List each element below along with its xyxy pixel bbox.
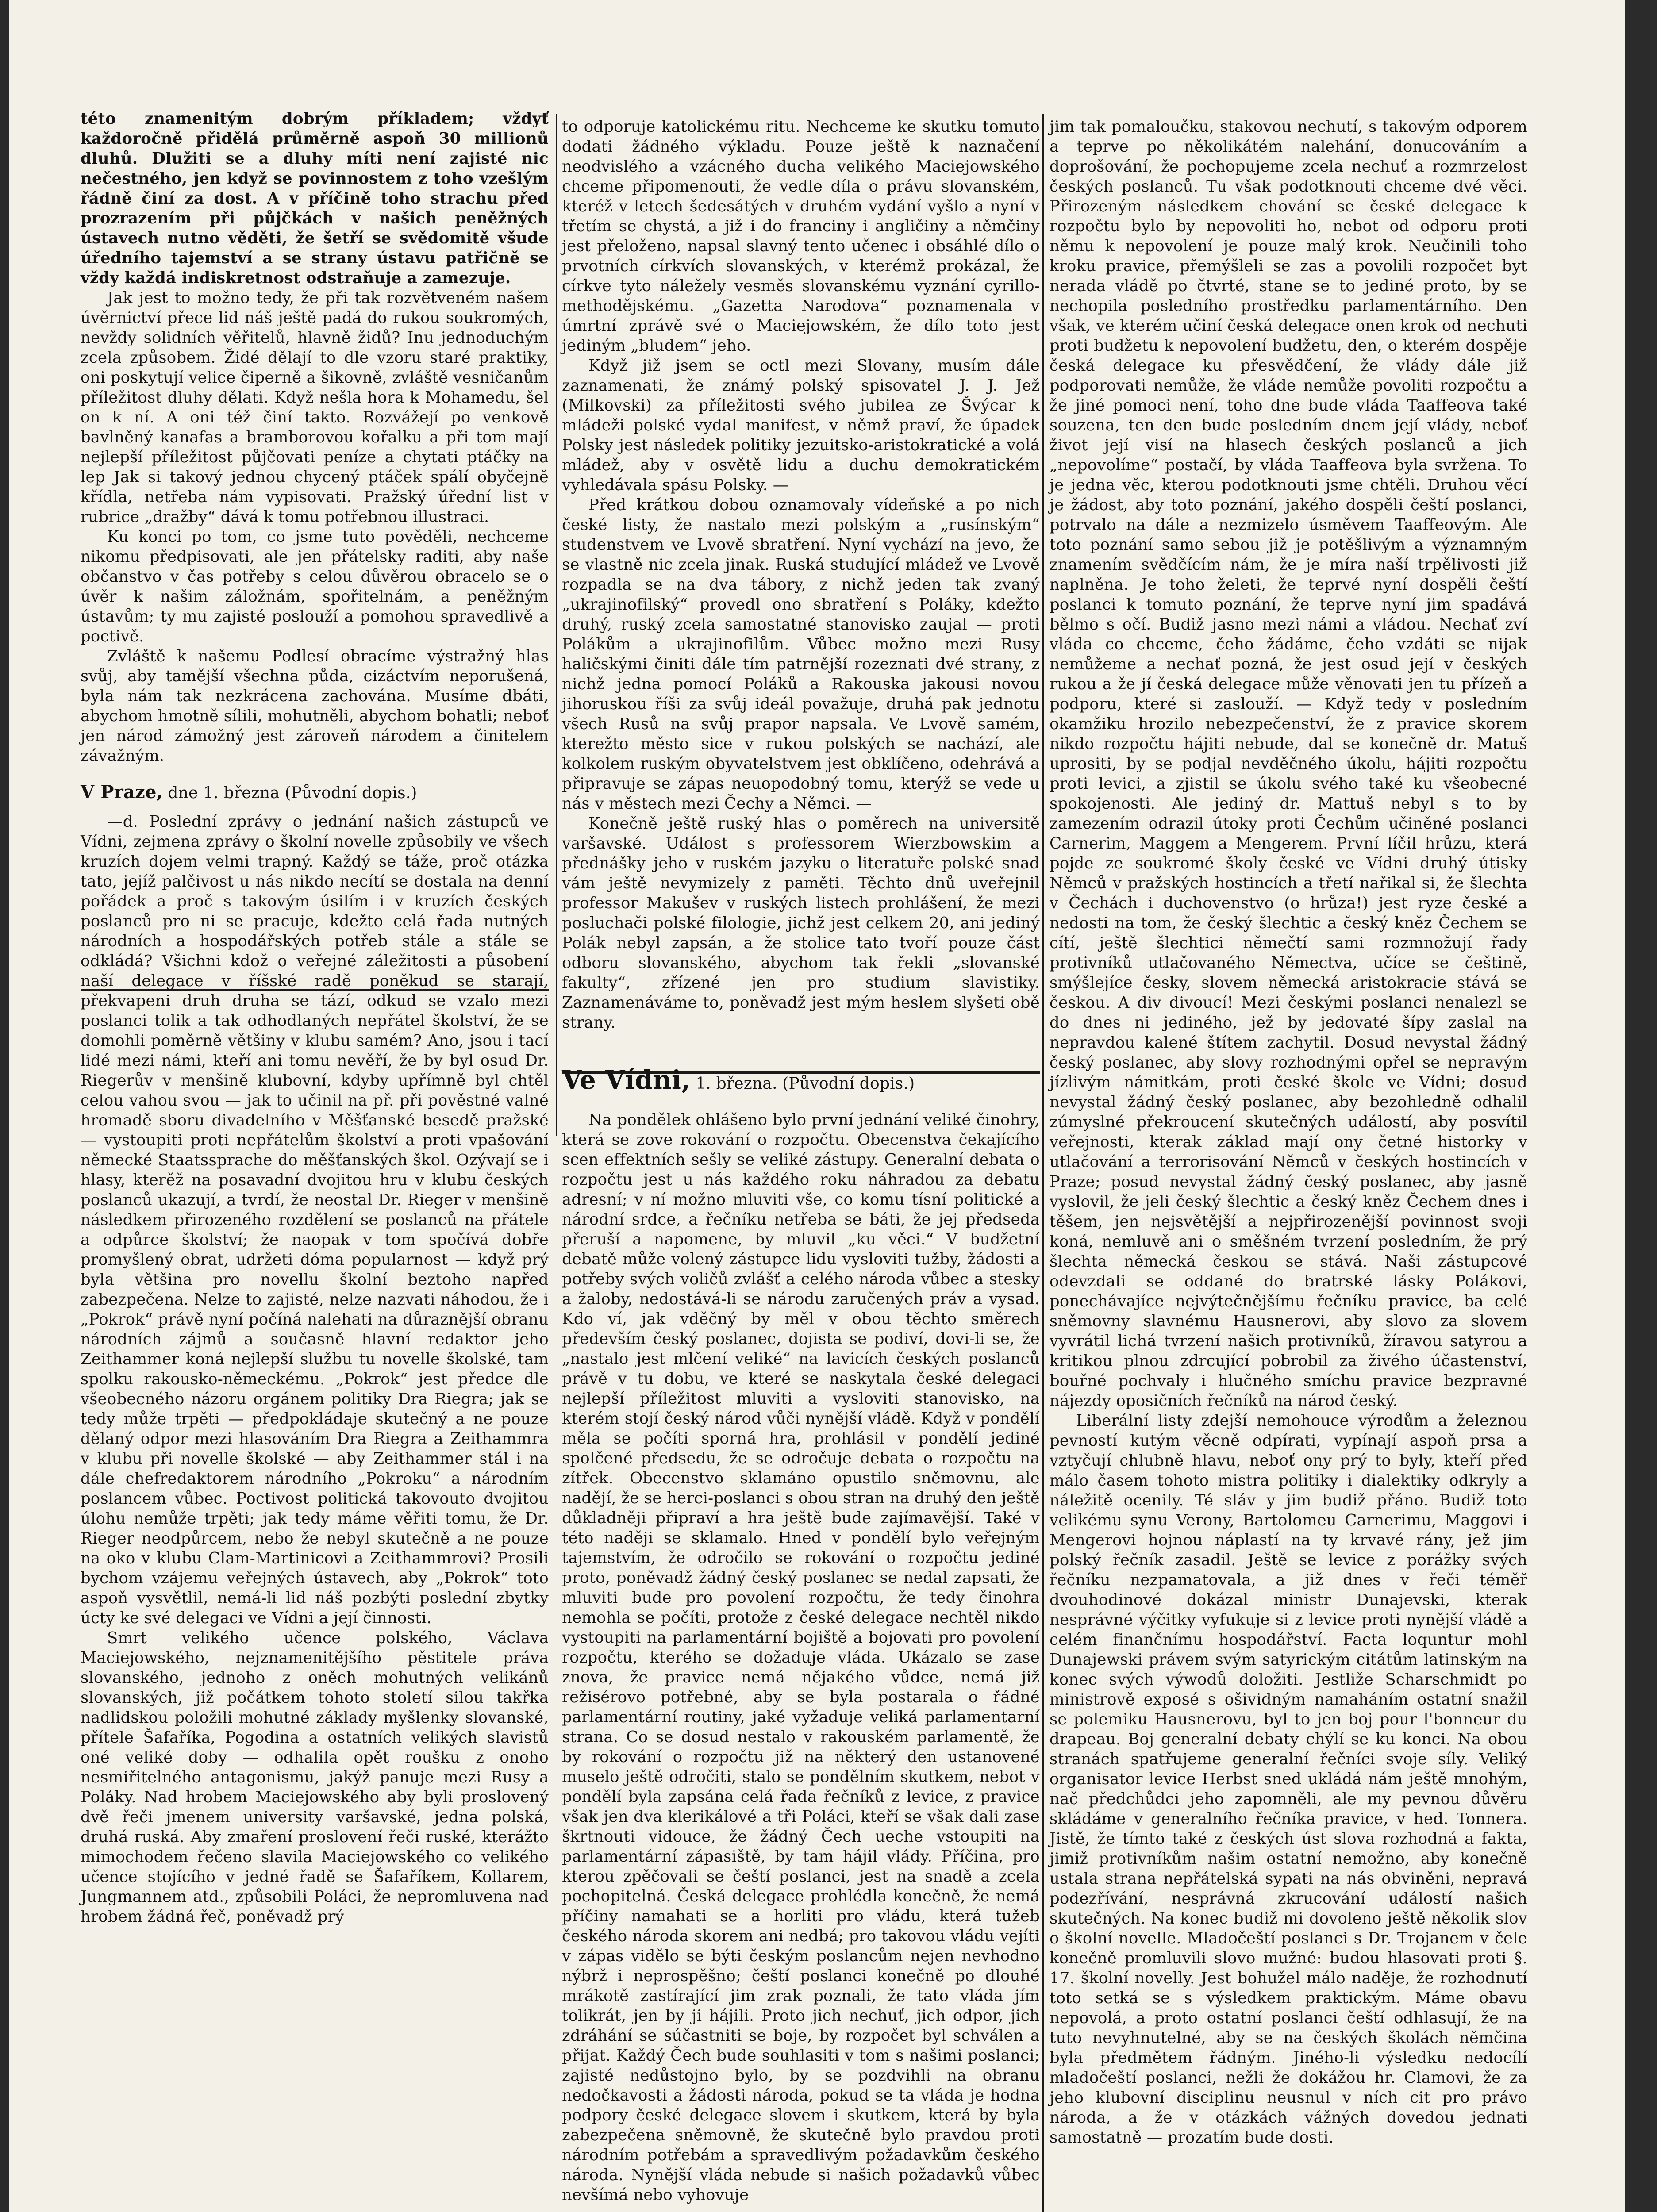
column-2 [562,117,1040,2205]
heading-praha-sub: dne 1. března (Původní dopis.) [162,784,417,802]
col1-para-3: Ku konci po tom, co jsme tuto pověděli, nechceme nikomu předpisovati, ale jen přátelsky raditi, aby naše občanstvo v čas potřeby s celou důvěrou obracelo se o úvěr k našim záložnám, spořitelnám, a peněžným ústavům; ty mu zajisté poslouží a pomohou spravedlivě a poctivě. [81,528,549,645]
article-heading-viden [562,1064,1040,1100]
heading-praha-title: V Praze, [81,782,163,803]
col2-viden-para-1: Na pondělek ohlášeno bylo první jednání veliké činohry, která se zove rokování o rozpočtu. Obecenstva čekajícího scen effektních sešly se veliké zástupy. Generalní debata o rozpočtu jest u nás každého roku náhradou za debatu adresní; v ní možno mluviti vše, co komu tísní politické a národní srdce, a řečníku netřeba se báti, že jej předseda přeruší a napomene, by mluvil „ku věci.“ V budžetní debatě může volený zástupce lidu vysloviti tužby, žádosti a potřeby svých voličů zvlášť a celého národa vůbec a stesky a žaloby, nedostává-li se národu zaručených práv a vysad. Kdo ví, jak vděčný by měl v obou těchto směrech především český poslanec, dojista se podiví, dovi-li se, že „nastalo jest mlčení veliké“ na lavicích českých poslanců právě v tu dobu, ve které se naskytala české delegaci nejlepší příležitost mluviti a vysloviti stanovisko, na kterém stojí český národ vůči nynější vládě. Když v pondělí měla se počíti sporná hra, prohlásil v pondělí jediné spolčené předsedu, že se odročuje debata o rozpočtu na zítřek. Obecenstvo sklamáno opustilo sněmovnu, ale nadějí, že se herci-poslanci s obou stran na druhý den ještě důkladněji připraví a hra ještě bude zajímavější. Také v této naději se sklamalo. Hned v pondělí bylo veřejným tajemstvím, že odročilo se rokování o rozpočtu jediné proto, poněvadž žádný český poslanec se nedal zapsati, že mluviti bude pro povolení rozpočtu, že tedy činohra nemohla se počíti, protože z české delegace nechtěl nikdo vystoupiti na parlamentární bojiště a bojovati pro povolení rozpočtu, kterého se dožaduje vláda. Ukázalo se zase znova, že pravice nemá nějakého vůdce, nemá již režisérovo potřebné, aby se byla postarala o řádné parlamentární routiny, jaké vyžaduje veliká parlamentarní strana. Co se dosud nestalo v rakouském parlamentě, že by rokování o rozpočtu již na některý den ustanovené muselo ještě odročiti, stalo se pondělním skutkem, nebot v pondělí byla zapsána celá řada řečníků z levice, z pravice však jen dva klerikálové a tři Poláci, kteří se však dali zase škrtnouti vidouce, že žádný Čech ueche vstoupiti na parlamentární zápasiště, by tam hájil vlády. Příčina, pro kterou zpěčovali se čeští poslanci, jest na snadě a zcela pochopitelná. Česká delegace prohlédla konečně, že nemá příčiny namahati se a horliti pro vládu, která tužeb českého národa skorem ani nedbá; pro takovou vládu vejíti v zápas vidělo se býti českým poslancům nejen nevhodno nýbrž i neprospěšno; čeští poslanci konečně po dlouhé mrákotě zastírající jim zrak poznali, že tato vláda jím tolikrát, jen by ji hájili. Proto jich nechuť, jich odpor, jich zdráhání se súčastniti se boje, by rozpočet byl schválen a přijat. Každý Čech bude souhlasiti v tom s našimi poslanci; zajisté nedůstojno bylo, by se pozdvihli na obranu nedočkavosti a žádosti národa, pokud se ta vláda je hodna podpory české delegace slovem i skutkem, která by byla zabezpečena sněmovně, že skutečně bylo pravdou proti národním potřebám a spravedlivým požadavkům českého národa. Nynější vláda nebude si našich požadavků vůbec nevšímá nebo vyhovuje [562,1111,1040,2204]
col3-para-1: jim tak pomaloučku, stakovou nechutí, s takovým odporem a teprve po několikátém nalehání, donucováním a doprošování, že pochopujeme zcela nechuť a rozmrzelost českých poslanců. Tu však podotknouti chceme dvé věci. Přirozeným následkem chování se české delegace k rozpočtu bylo by nepovoliti ho, nebot od odporu proti němu k nepovolení je pouze malý krok. Neučinili toho kroku pravice, přemýšleli se zas a povolili rozpočet byt nerada vládě po čtvrté, stane se to jediné proto, by se nechopila posledního prostředku parlamentárního. Den však, ve kterém učiní česká delegace onen krok od nechuti proti budžetu k nepovolení budžetu, den, o kterém dospěje česká delegace ku přesvědčení, že vlády dále již podporovati nemůže, že vláde nemůže povoliti rozpočtu a že jiné pomoci není, toho dne bude vláda Taaffeova také souzena, ten den bude posledním dnem její vlády, neboť život její visí na hlasech českých poslanců a jich „nepovolíme“ postačí, by vláda Taaffeova byla svržena. To je jedna věc, kterou podotknouti jsme chtěli. Druhou věcí je žádost, aby toto poznání, jakého dospěli čeští poslanci, potrvalo na dále a nezmizelo úsměvem Taaffeovým. Ale toto poznání samo sebou již je potěšlivým a významným znamením svědčícím nám, že je míra naší trpělivosti již naplněna. Je toho želeti, že teprvé nyní dospěli čeští poslanci k tomuto poznání, že teprve nyní jim spadává bělmo s očí. Budiž jasno mezi námi a vládou. Nechať zví vláda co chceme, čeho žádáme, čeho vzdáti se nijak nemůžeme a nechať pozná, že jest osud její v českých rukou a že jí česká delegace může věnovati jen tu přízeň a podporu, které si zaslouží. — Když tedy v posledním okamžiku hrozilo nebezpečenství, že z pravice skorem nikdo rozpočtu hájiti nebude, dal se konečně dr. Matuš uprositi, by se podjal nevděčného úkolu, hájiti rozpočtu proti levici, a zjistil se úkolu svého také ku všeobecné spokojenosti. Ale jediný dr. Mattuš nebyl s to by zamezením odrazil útoky proti Čechům učiněné poslanci Carnerim, Maggem a Mengerem. První líčil hrůzu, která pojde ze soukromé školy české ve Vídni druhý útisky Němců v pražských hostincích a třetí nařikal si, že šlechta v Čechách i duchovenstvo (o hrůza!) jest ryze české a nedosti na tom, že český šlechtic a český kněz Čechem se cítí, ještě šlechtici němečtí sami rozmnožují řady protivníků utlačovaného Němectva, učíce se češtině, smýšlejíce česky, slovem německá aristokracie stává se českou. A div divoucí! Mezi českými poslanci nenalezl se do dnes ni jediného, jež by jedovaté šípy zaslal na nepravdou kalené štítem zachytil. Dosud nevystal žádný český poslanec, aby slovy rozhodnými opřel se nepravým jízlivým námitkám, proti české škole ve Vídni; dosud nevystal žádný český poslanec, aby bezohledně odhalil zúmyslné překroucení skutečných událostí, aby posvítil veřejnosti, kterak základ mají ony četné historky v utlačování a terrorisování Němců v českých hostincích v Praze; posud nevystal žádný český poslanec, aby jasně vyslovil, že jeli český šlechtic a český kněz Čechem dnes i těšem, jen nejsvětější a nejpřirozenější povinnost svoji koná, nemluvě ani o směšném tvrzení posledním, že prý šlechta německá českou se stává. Naši zástupcové odevzdali se oddané do bratrské lásky Polákovi, ponechávajíce nejvýtečnějšímu řečníku pravice, ba celé sněmovny slavnému Hausnerovi, aby slovo za slovem vyvrátil lichá tvrzení našich protivníků, žíravou satyrou a kritikou plnou zdrcující pobrobil za živého účastenství, bouřné pochvaly i hlučného smíchu pravice bezpravné nájezdy oposičních řečníků na národ český. [1050,118,1527,1410]
column-divider-right [1042,114,1044,2212]
col1-para-4: Zvláště k našemu Podlesí obracíme výstražný hlas svůj, aby tamější všechna půda, cizáctvím neporušená, byla nám tak nezkrácena zachována. Musíme dbáti, abychom hmotně sílili, mohutněli, abychom bohatli; neboť jen národ zámožný jest zároveň národem a činitelem závažným. [81,647,549,765]
col1-praha-para-1: —d. Poslední zprávy o jednání našich zástupců ve Vídni, zejmena zprávy o školní novelle způsobily ve všech kruzích dojem velmi trapný. Každý se táže, proč otázka tato, jejíž palčivost u nás nikdo necítí se dostala na denní pořádek a proč s takovým úsilím i v kruzích českých poslanců pro ni se pracuje, kdežto celá řada nutných národních a hospodářských potřeb stále a stále se odkládá? Všichni kdož o veřejné záležitosti a působení naší delegace v říšské radě poněkud se starají, překvapeni druh druha se tází, odkud se vzalo mezi poslanci tolik a tak odhodlaných nepřátel školství, že se domohli poměrně většiny v klubu samém? Ano, jsou i tací lidé mezi námi, kteří ani tomu nevěří, že by byl osud Dr. Riegerův v menšině klubovní, kdyby upřímně byl chtěl celou vahou svou — jak to učinil na př. při pověstné valné hromadě sboru divadelního v Měšťanské besedě pražské — vystoupiti proti nepřátelům školství a proti vpašování německé Staatssprache do měšťanských škol. Ozývají se i hlasy, kterěž na posavadní dvojitou hru v klubu českých poslanců ukazují, a tvrdí, že neostal Dr. Rieger v menšině následkem přirozeného rozdělení se poslanců na přátele a odpůrce školství; že naopak v tom spočívá dobře promyšlený obrat, udržeti dóma popularnost — když prý byla většina pro novellu školní beztoho napřed zabezpečena. Nelze to zajisté, nelze nazvati náhodou, že i „Pokrok“ právě nyní počíná nalehati na důraznější obranu národních zájmů a současně hlavní redaktor jeho Zeithammer koná nejlepší službu tu novelle školské, tam spolku rakousko-německému. „Pokrok“ jest předce dle všeobecného názoru orgánem politiky Dra Riegra; jak se tedy může trpěti — předpokládaje skutečný a ne pouze dělaný odpor mezi hlasováním Dra Riegra a Zeithammra v klubu při novelle školské — aby Zeithammer stál i na dále chefredaktorem národního „Pokroku“ a národním poslancem vůbec. Poctivost politická takovouto dvojitou úlohu nemůže trpěti; jak tedy máme věřiti tomu, že Dr. Rieger neodpůrcem, nebo že nebyl skutečně a ne pouze na oko v klubu Clam-Martinicovi a Zeithammrovi? Prosili bychom vzájemu veřejných ústavech, aby „Pokrok“ toto aspoň vysvětlil, nemá-li lid náš pozbýti poslední zbytky úcty ke své delegaci ve Vídni a její činnosti. [81,813,549,1627]
col1-praha-para-2: Smrt velikého učence polského, Václava Maciejowského, nejznamenitějšího pěstitele práva slovanského, jednoho z oněch mohutných velikánů slovanských, již počátkem tohoto století silou takřka nadlidskou položili mohutné základy myšlenky slovanské, přítele Šafaříka, Pogodina a ostatních velikých slavistů oné veliké doby — odhalila opět roušku z onoho nesmiřitelného antagonismu, jakýž panuje mezi Rusy a Poláky. Nad hrobem Maciejowského aby byli proslovený dvě řeči jmenem university varšavské, jedna polská, druhá ruská. Aby zmaření proslovení řeči ruské, kterážto mimochodem řečeno slavila Maciejowského co velikého učence stojícího v jedné řadě se Šafaříkem, Kollarem, Jungmannem atd., způsobili Poláci, že nepromluvena nad hrobem žádná řeč, poněvadž prý [81,1629,549,1926]
article-heading-praha [81,781,549,805]
col2-para-3: Před krátkou dobou oznamovaly vídeňské a po nich české listy, že nastalo mezi polským a „rusínským“ studenstvem ve Lvově sbratření. Nyní vychází na jevo, že se vlastně nic zcela jinak. Ruská studující mládež ve Lvově rozpadla se na dva tábory, z nichž jeden tak zvaný „ukrajinofilský“ provedl ono sbratření s Poláky, kdežto druhý, ruský zcela samostatné stanovisko zaujal — proti Polákům a ukrajinofilům. Vůbec možno mezi Rusy haličskými činiti dále tím patrnější rozeznati dvé strany, z nichž jedna pomocí Poláků a Rakouska jakousi novou jihoruskou říši za svůj ideál považuje, druhá pak jednotu všech Rusů na svůj prapor napsala. Ve Lvově samém, kterežto město sice v rukou polských se nachází, ale kolkolem ruským obyvatelstvem jest obklíčeno, odehrává a připravuje se zápas neuopodobný tomu, kterýž se vede u nás v městech mezi Čechy a Němci. — [562,496,1040,813]
col2-para-1: to odporuje katolickému ritu. Nechceme ke skutku tomuto dodati žádného výkladu. Pouze ještě k naznačení neodvislého a vzácného ducha velikého Maciejowského chceme připomenouti, že vedle díla o právu slovanském, kteréž v letech šedesátých v druhém vydání vyšlo a nyní v třetím se chystá, a již i do franciny i angličiny a němčiny jest přeloženo, napsal slavný tento učenec i obsáhlé dílo o prvotních církvích slovanských, v kterémž prokázal, že církve tyto náležely vesměs slovanskému vyznání cyrillo-methodějskému. „Gazetta Narodova“ poznamenala v úmrtní zprávě své o Maciejowském, že dílo toto jest jediným „bludem“ jeho. [562,118,1040,355]
heading-viden-title: Ve Vídni, [562,1065,691,1095]
column-3 [1050,117,1527,2147]
column-divider-left [556,114,557,1136]
col1-para-1: této znamenitým dobrým příkladem; vždyť každoročně přidělá průměrně aspoň 30 millionů dluhů. Dlužiti se a dluhy míti není zajisté nic nečestného, jen když se povinnostem z toho vzešlým řádně činí za dost. A v příčině toho strachu před prozrazením při půjčkách v našich peněžných ústavech nutno věděti, že šetří se svědomitě všude úředního tajemství a se strany ústavu patřičně se vždy každá indiskretnost odstraňuje a zamezuje. [81,110,549,287]
heading-viden-sub: 1. března. (Původní dopis.) [690,1075,915,1093]
col3-para-2: Liberální listy zdejší nemohouce výrodům a železnou pevností kutým věcně odpírati, vypínají aspoň prsa a vztyčují chlubně hlavu, neboť ony prý to byly, kteří před málo časem tohoto mistra politiky i dialektiky odkryly a náležitě ocenily. Té sláv y jim budiž přáno. Budiž toto velikému synu Verony, Bartolomeu Carnerimu, Maggovi i Mengerovi hojnou náplastí na ty krvavé rány, jež jim polský řečník zasadil. Ještě se levice z porážky svých řečníku nezpamatovala, a již dnes v řeči téměř dvouhodinové dokázal ministr Dunajevski, kterak nesprávné výčitky vyfukuje si z levice proti nynější vládě a celém finančnímu hospodářství. Facta loquntur mohl Dunajewski právem svým satyrickým citátům latinským na konec svých výwodů doložiti. Jestliže Scharschmidt po ministrově exposé s ošividným namaháním ostatní snažil se polemiku Hausnerovu, byl to jen boj pour l'bonneur du drapeau. Boj generalní debaty chýlí se ku konci. Na obou stranách spatřujeme generalní řečníci svoje síly. Veliký organisator levice Herbst sned ukládá nám ještě mnohým, nač předchůdci jeho zapomněli, ale my pevnou důvěru skládáme v generalního řečníka pravice, v hed. Tonnera. Jistě, že tímto také z českých úst slova rozhodná a fakta, jimiž protivníkům našim ostatní nemožno, aby konečně ustala strana nepřátelská sypati na nás obviněni, nepravá podezřívání, nesprávná zkrucování událostí našich skutečných. Na konec budiž mi dovoleno ještě několik slov o školní novelle. Mladočeští poslanci s Dr. Trojanem v čele konečně promluvili slovo mužné: budou hlasovati proti §. 17. školní novelly. Jest bohužel málo naděje, že rozhodnutí toto setká se s výsledkem praktickým. Máme obavu nepovolá, a proto ostatní poslanci čeští odhlasují, že na tuto nevyhnutelné, aby se na českých školách němčina byla předmětem řádným. Jiného-li výsledku nedocílí mladočeští poslanci, nežli že dokážou hr. Clamovi, že za jeho klubovní disciplinu neusnul v ních cit pro právo národa, a že v otázkách vážných dovedou jednati samostatně — prozatím bude dosti. [1050,1412,1527,2147]
column-1 [81,109,549,1927]
col1-para-2: Jak jest to možno tedy, že při tak rozvětveném našem úvěrnictví přece lid náš ještě padá do rukou soukromých, nevždy solidních věřitelů, hlavně židů? Inu jednoduchým zcela způsobem. Židé dělají to dle vzoru staré praktiky, oni poskytují velice čiperně a šikovně, zvláště vesničanům příležitost dluhy dělati. Když nešla hora k Mohamedu, šel on k ní. A oni též činí takto. Rozvážejí po venkově bavlněný kanafas a bramborovou kořalku a při tom mají nejlepší příležitost půjčovati peníze a chytati ptáčky na lep Jak si takový jednou chycený ptáček spálí obyčejně křídla, netřeba nám vypisovati. Pražský úřední list v rubrice „dražby“ dává k tomu potřebnou illustraci. [81,289,549,526]
col2-para-2: Když již jsem se octl mezi Slovany, musím dále zaznamenati, že známý polský spisovatel J. J. Jež (Milkovski) za příležitosti svého jubilea ze Švýcar k mládeži polské vydal manifest, v němž praví, že úpadek Polsky jest následek politiky jezuitsko-aristokratické a volá mládež, aby v osvětě lidu a duchu demokratickém vyhledávala spásu Polsky. — [562,357,1040,494]
col2-para-4: Konečně ještě ruský hlas o poměrech na universitě varšavské. Událost s professorem Wierzbowskim a přednášky jeho v ruském jazyku o literatuře polské snad vám ještě nevymizely z paměti. Těchto dnů uveřejnil professor Makušev v ruských listech prohlášení, že mezi posluchači polské filologie, jichž jest celkem 20, ani jediný Polák nebyl zapsán, a že stolice tato tvoří pouze část odboru slovanského, abychom tak řekli „slovanské fakulty“, zřízené jen pro studium slavistiky. Zaznamenáváme to, poněvadž jest mým heslem slyšeti obě strany. [562,814,1040,1032]
